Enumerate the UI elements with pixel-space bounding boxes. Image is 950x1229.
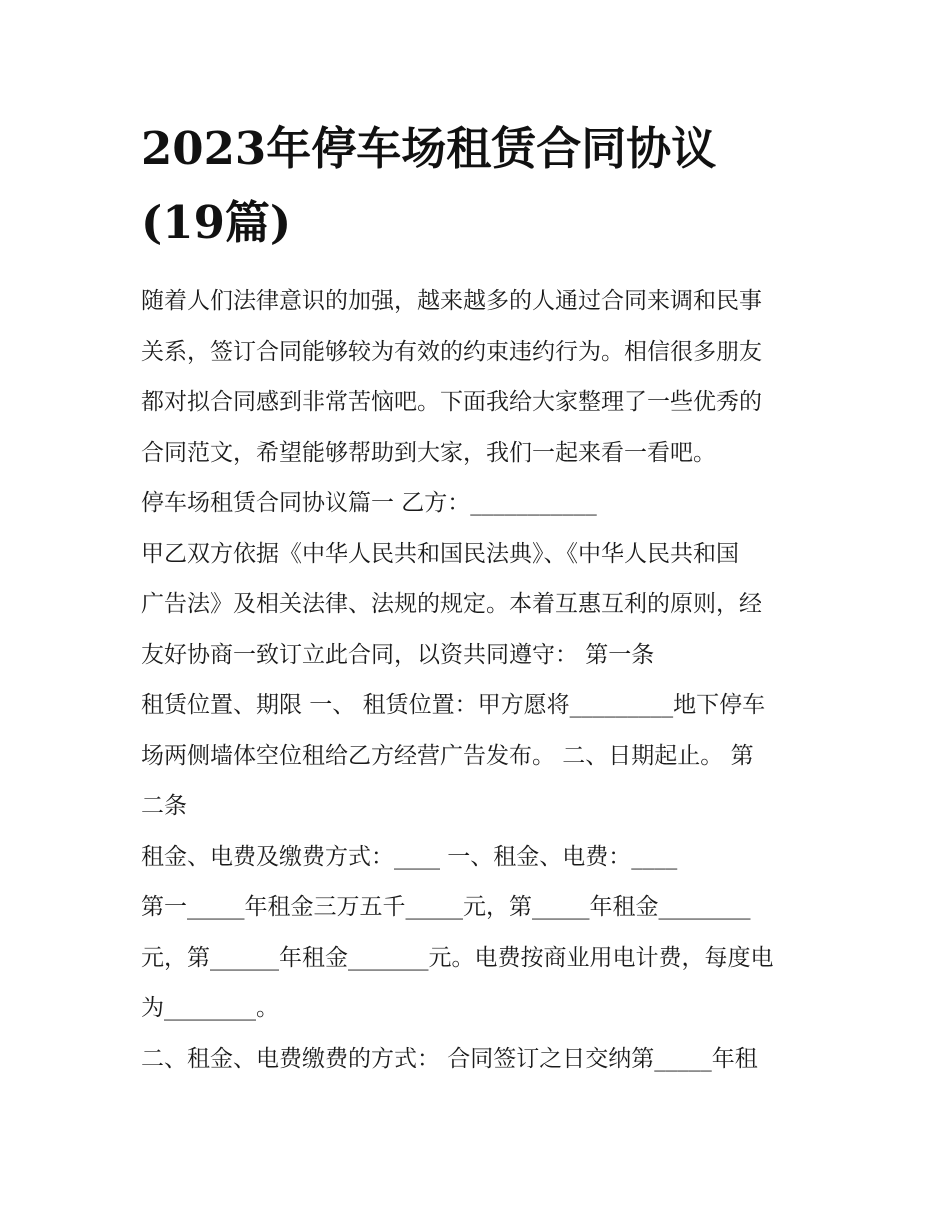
- body-line: 第一_____年租金三万五千_____元，第_____年租金________: [141, 894, 751, 920]
- body-line: 合同范文，希望能够帮助到大家，我们一起来看一看吧。: [141, 439, 716, 466]
- document-title: [141, 112, 816, 260]
- title-line: (19篇): [141, 196, 292, 249]
- body-line: 关系，签订合同能够较为有效的约束违约行为。相信很多朋友: [141, 338, 762, 365]
- body-line: 广告法》及相关法律、法规的规定。本着互惠互利的原则，经: [141, 591, 762, 617]
- body-line: 元，第______年租金_______元。电费按商业用电计费，每度电: [141, 944, 774, 971]
- body-line: 租赁位置、期限 一、 租赁位置：甲方愿将_________地下停车: [141, 692, 766, 718]
- body-line: 租金、电费及缴费方式：____ 一、租金、电费：____: [141, 843, 678, 870]
- body-line: 停车场租赁合同协议篇一 乙方：___________: [141, 490, 597, 516]
- body-line: 甲乙双方依据《中华人民共和国民法典》、《中华人民共和国: [141, 540, 739, 567]
- document-body: [141, 276, 816, 1084]
- body-line: 都对拟合同感到非常苦恼吧。下面我给大家整理了一些优秀的: [141, 389, 762, 415]
- body-line: 随着人们法律意识的加强，越来越多的人通过合同来调和民事: [141, 288, 762, 314]
- body-line: 二条: [141, 793, 187, 819]
- body-line: 为________。: [141, 995, 279, 1021]
- body-line: 场两侧墙体空位租给乙方经营广告发布。 二、日期起止。 第: [141, 742, 754, 769]
- document-content: [141, 112, 816, 1084]
- body-line: 二、租金、电费缴费的方式： 合同签订之日交纳第_____年租: [141, 1045, 758, 1072]
- title-line: 2023年停车场租赁合同协议: [141, 122, 717, 175]
- body-line: 友好协商一致订立此合同，以资共同遵守： 第一条: [141, 641, 655, 668]
